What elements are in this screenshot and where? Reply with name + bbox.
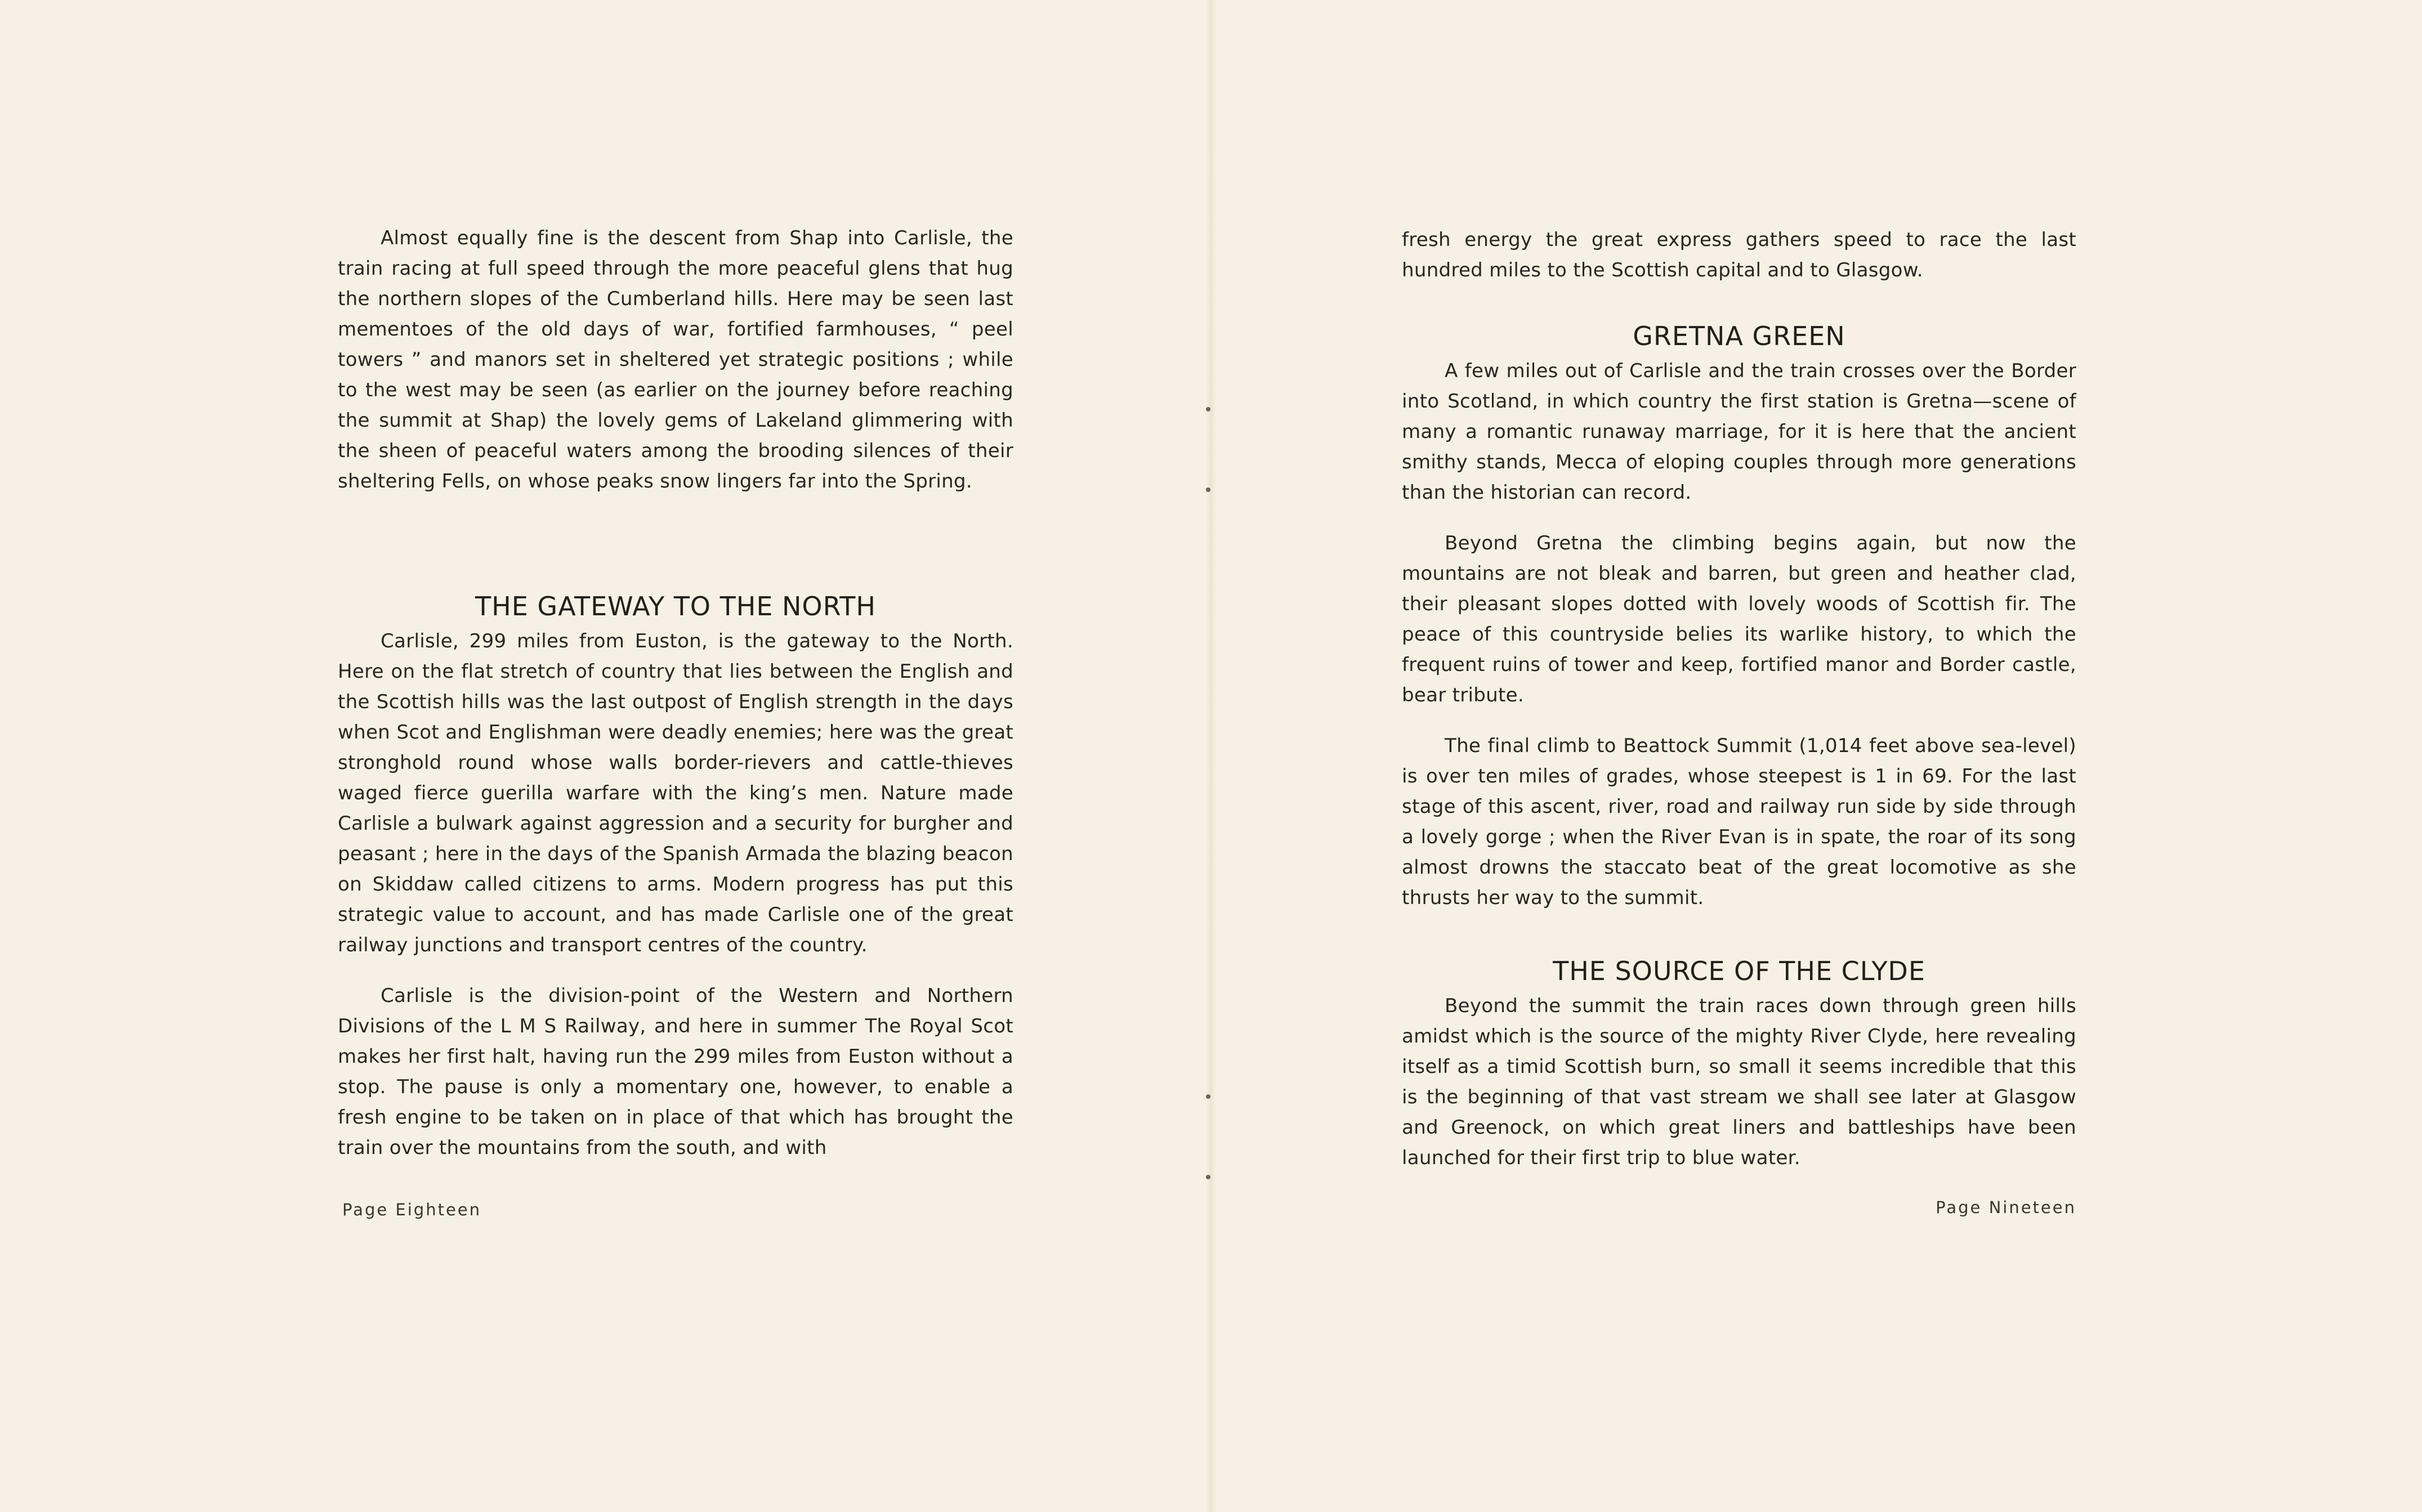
- heading-source-of-the-clyde: THE SOURCE OF THE CLYDE: [1553, 956, 1925, 986]
- binding-staple-top-upper: [1206, 407, 1210, 411]
- right-paragraph-beyond-gretna: Beyond Gretna the climbing begins again, but now the mountains are not bleak and barren, but green and heather clad, their pleasant slopes dotted with lovely woods of Scottish fir. The peace of this countryside belies its warlike history, to which the frequent ruins of tower and keep, fortified manor and Border castle, bear tribute.: [1402, 532, 2076, 706]
- right-paragraph-continuation: fresh energy the great express gathers speed to race the last hundred miles to the Scottish capital and to Glasgow.: [1402, 229, 2076, 281]
- heading-gretna-green: GRETNA GREEN: [1633, 321, 1845, 351]
- left-paragraph-division-point: Carlisle is the division-point of the Western and Northern Divisions of the L M S Railway, and here in summer The Royal Scot makes her first halt, having run the 299 miles from Euston without a stop. The pause is only a momentary one, however, to enable a fresh engine to be taken on in place of that which has brought the train over the mountains from the south, and with: [338, 985, 1013, 1159]
- right-paragraph-beattock-summit: The final climb to Beattock Summit (1,014 feet above sea-level) is over ten miles of grades, whose steepest is 1 in 69. For the last stage of this ascent, river, road and railway run side by side through a lovely gorge ; when the River Evan is in spate, the roar of its song almost drowns the staccato beat of the great locomotive as she thrusts her way to the summit.: [1402, 735, 2076, 909]
- page-number-left: Page Eighteen: [342, 1200, 482, 1219]
- right-column-gretna: [1402, 321, 2076, 913]
- right-column-continuation: [1402, 225, 2076, 285]
- right-paragraph-clyde: Beyond the summit the train races down through green hills amidst which is the source of the mighty River Clyde, here revealing itself as a timid Scottish burn, so small it seems incredible that this is the beginning of that vast stream we shall see later at Glasgow and Greenock, on which great liners and battleships have been launched for their first trip to blue water.: [1402, 995, 2076, 1169]
- left-paragraph-shap-descent: Almost equally fine is the descent from Shap into Carlisle, the train racing at full speed through the more peaceful glens that hug the northern slopes of the Cumberland hills. Here may be seen last mementoes of the old days of war, fortified farmhouses, “ peel towers ” and manors set in sheltered yet strategic positions ; while to the west may be seen (as earlier on the journey before reaching the summit at Shap) the lovely gems of Lakeland glimmering with the sheen of peaceful waters among the brooding silences of their sheltering Fells, on whose peaks snow lingers far into the Spring.: [338, 227, 1013, 493]
- right-column-clyde: [1402, 956, 2076, 1173]
- page-number-right: Page Nineteen: [1936, 1198, 2076, 1217]
- binding-staple-top-lower: [1206, 487, 1210, 492]
- center-fold: [1206, 0, 1216, 1512]
- binding-staple-bottom-lower: [1206, 1175, 1210, 1179]
- left-column-gateway: [338, 591, 1013, 1163]
- left-paragraph-carlisle-gateway: Carlisle, 299 miles from Euston, is the gateway to the North. Here on the flat stretch of country that lies between the English and the Scottish hills was the last outpost of English strength in the days when Scot and Englishman were deadly enemies; here was the great stronghold round whose walls border-rievers and cattle-thieves waged fierce guerilla warfare with the king’s men. Nature made Carlisle a bulwark against aggression and a security for burgher and peasant ; here in the days of the Spanish Armada the blazing beacon on Skiddaw called citizens to arms. Modern progress has put this strategic value to account, and has made Carlisle one of the great railway junctions and transport centres of the country.: [338, 630, 1013, 956]
- binding-staple-bottom-upper: [1206, 1094, 1210, 1099]
- left-column-intro: [338, 223, 1013, 496]
- right-paragraph-gretna: A few miles out of Carlisle and the train crosses over the Border into Scotland, in which country the first station is Gretna—scene of many a romantic runaway marriage, for it is here that the ancient smithy stands, Mecca of eloping couples through more generations than the historian can record.: [1402, 360, 2076, 504]
- heading-gateway-to-the-north: THE GATEWAY TO THE NORTH: [475, 591, 876, 621]
- page-right: [1402, 0, 2076, 1512]
- page-left: [338, 0, 1013, 1512]
